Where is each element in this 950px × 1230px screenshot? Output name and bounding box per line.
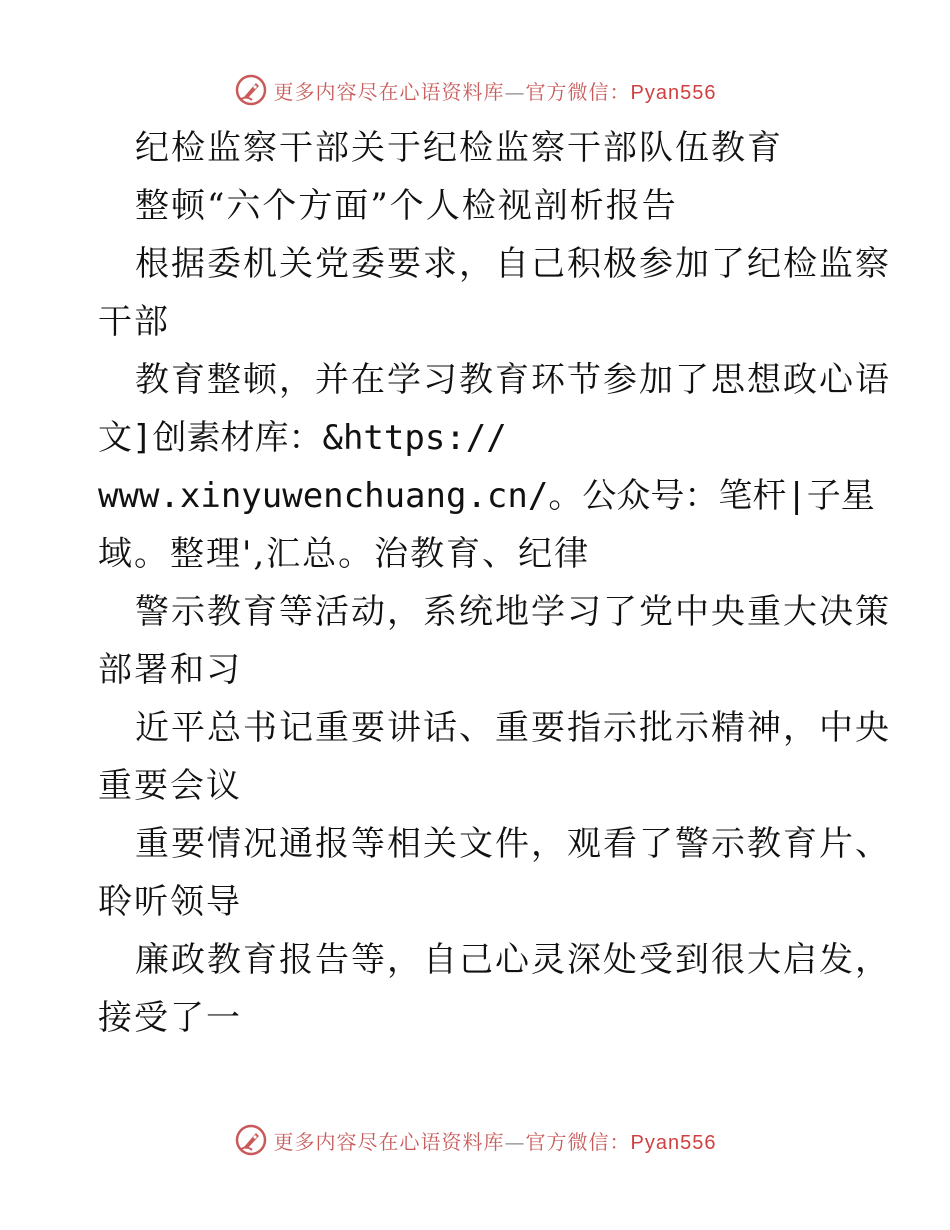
doc-line-6: 文]创素材库：&https:// xyxy=(98,418,507,458)
watermark-title: 更多内容尽在心语资料库 xyxy=(273,79,505,104)
doc-line-3: 根据委机关党委要求，自己积极参加了纪检监察 xyxy=(135,244,891,284)
doc-line-16: 接受了一 xyxy=(98,998,242,1038)
doc-line-1: 纪检监察干部关于纪检监察干部队伍教育 xyxy=(135,128,783,168)
doc-line-10: 部署和习 xyxy=(98,650,242,690)
watermark-separator-bottom: — xyxy=(504,1129,526,1154)
pen-nib-logo-icon xyxy=(234,1123,268,1157)
doc-line-9: 警示教育等活动，系统地学习了党中央重大决策 xyxy=(135,592,891,632)
doc-line-8: 域。整理',汇总。治教育、纪律 xyxy=(98,534,591,574)
doc-line-15: 廉政教育报告等，自己心灵深处受到很大启发， xyxy=(135,940,891,980)
doc-line-11: 近平总书记重要讲话、重要指示批示精神，中央 xyxy=(135,708,891,748)
watermark-wechat-id-bottom: Pyan556 xyxy=(630,1131,717,1154)
footer-watermark xyxy=(0,1120,950,1160)
watermark-title-bottom: 更多内容尽在心语资料库 xyxy=(273,1129,505,1154)
doc-line-2: 整顿“六个方面”个人检视剖析报告 xyxy=(135,186,678,226)
doc-line-13: 重要情况通报等相关文件，观看了警示教育片、 xyxy=(135,824,891,864)
doc-line-5: 教育整顿，并在学习教育环节参加了思想政心语 xyxy=(135,360,891,400)
doc-line-7: www.xinyuwenchuang.cn/。公众号：笔杆|子星 xyxy=(98,476,875,516)
doc-line-4: 干部 xyxy=(98,302,170,342)
watermark-official: 官方微信： xyxy=(525,79,631,104)
watermark-official-bottom: 官方微信： xyxy=(525,1129,631,1154)
doc-line-12: 重要会议 xyxy=(98,766,242,806)
watermark-text-bottom xyxy=(274,1126,717,1155)
watermark-separator: — xyxy=(504,79,526,104)
watermark-wechat-id: Pyan556 xyxy=(630,81,717,104)
doc-line-14: 聆听领导 xyxy=(98,882,242,922)
